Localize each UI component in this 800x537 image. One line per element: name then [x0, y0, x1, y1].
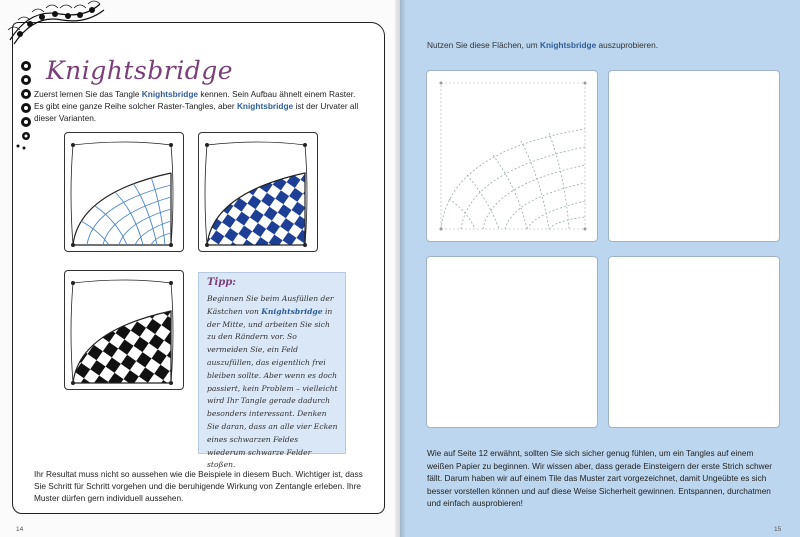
intro-paragraph — [34, 88, 362, 125]
guide-pattern-icon — [427, 71, 597, 241]
blue-checker-pattern-icon — [199, 133, 317, 251]
tip-text — [207, 293, 339, 472]
example-tile-black-checker — [64, 270, 184, 390]
grid-lines-icon — [65, 133, 183, 251]
example-tile-grid — [64, 132, 184, 252]
example-tile-blue-checker — [198, 132, 318, 252]
page-title: Knightsbridge — [46, 56, 234, 85]
intro-text: Zuerst lernen Sie das Tangle — [34, 89, 142, 99]
book-spine — [395, 0, 405, 537]
practice-tile-blank[interactable] — [608, 70, 780, 242]
page-number-right: 15 — [774, 526, 782, 533]
intro-text: ist der Urvater all dieser Varianten. — [34, 101, 359, 124]
header-text: Nutzen Sie diese Flächen, um — [427, 40, 540, 50]
tangle-name: Knightsbridge — [540, 40, 597, 50]
tangle-name: Knightsbridge — [141, 89, 199, 99]
tip-text-part: Beginnen Sie beim Ausfüllen der Kästchen von — [207, 294, 334, 316]
practice-tile-blank[interactable] — [608, 256, 780, 428]
intro-text: kennen. Sein Aufbau ähnelt einem Raster. Es gibt eine ganze Reihe solcher Raster-Tangles, aber — [34, 89, 356, 112]
practice-header — [427, 40, 658, 50]
outro-paragraph: Ihr Resultat muss nicht so aussehen wie die Beispiele in diesem Buch. Wichtiger ist, dass Sie Schritt für Schritt vorgehen und die beruhigende Wirkung von Zentangle erleben. Ihre Muster dürfen gern individuell aussehen. — [34, 469, 363, 504]
practice-tile-guided[interactable] — [426, 70, 598, 242]
tangle-name: Knightsbridge — [261, 306, 323, 316]
black-checker-pattern-icon — [65, 271, 183, 389]
practice-paragraph: Wie auf Seite 12 erwähnt, sollten Sie sich sicher genug fühlen, um ein Tangles auf einem weißen Papier zu beginnen. Wir wissen aber, dass gerade Einsteigern der erste Strich schwer fällt. Darum haben wir auf einem Tile das Muster zart vorgezeichnet, damit Ungeübte es sich besser vorstellen können und auf diese Weise Sicherheit gewinnen. Entspannen, durchatmen und einfach ausprobieren! — [427, 448, 772, 509]
header-text: auszuprobieren. — [596, 40, 659, 50]
page-number-left: 14 — [16, 526, 24, 533]
tip-title: Tipp: — [207, 277, 236, 288]
tip-box — [198, 272, 346, 470]
practice-tile-blank[interactable] — [426, 256, 598, 428]
mandala-ornament-icon — [0, 0, 110, 60]
tip-text-part: in der Mitte, und arbeiten Sie sich zu den Rändern vor. So vermeiden Sie, ein Feld auszufüllen, das eigentlich frei bleiben sollte. Aber wenn es doch passiert, kein Problem – vielleicht wird Ihr Tangle gerade dadurch besonders interessant. Denken Sie daran, dass an alle vier Ecken eines schwarzen Feldes wiederum schwarze Felder stoßen. — [207, 306, 338, 470]
tangle-name: Knightsbridge — [236, 101, 294, 112]
